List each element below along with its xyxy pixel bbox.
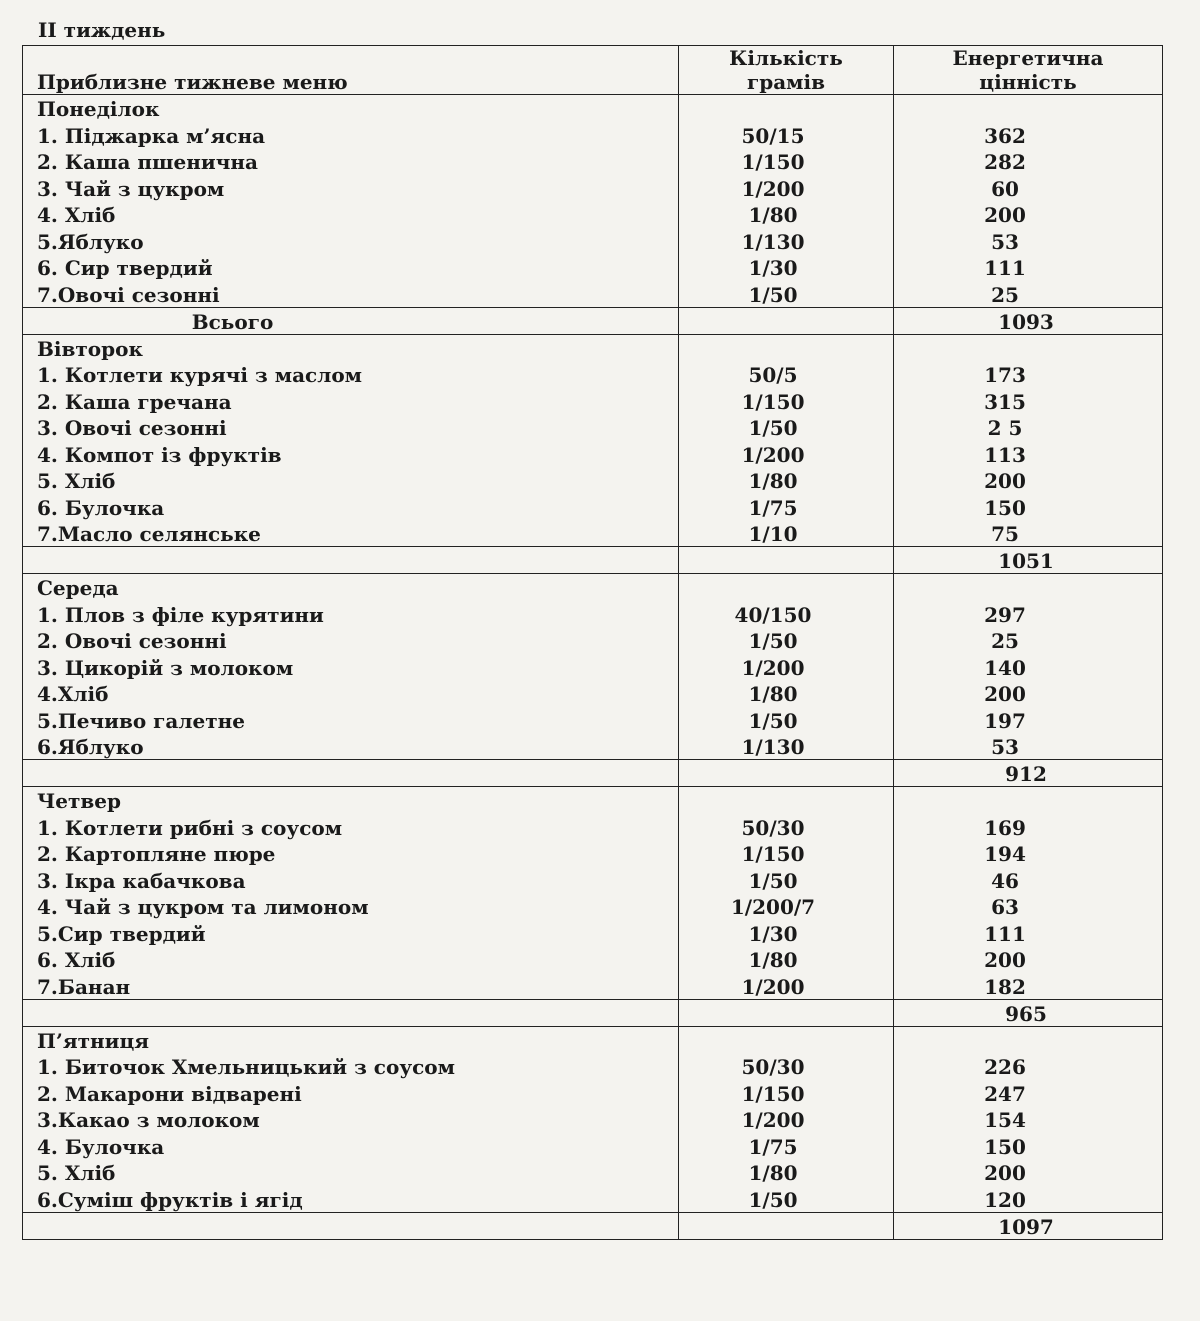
- dish-energy: 200: [894, 680, 1163, 707]
- menu-item-row: [23, 227, 1163, 254]
- menu-item-row: [23, 653, 1163, 680]
- dish-energy: 315: [894, 387, 1163, 414]
- dish-name: 2. Картопляне пюре: [23, 840, 679, 867]
- menu-item-row: [23, 440, 1163, 467]
- dish-energy: 120: [894, 1185, 1163, 1212]
- dish-name: 1. Плов з філе курятини: [23, 600, 679, 627]
- dish-energy: 53: [894, 733, 1163, 760]
- dish-name: 3.Какао з молоком: [23, 1106, 679, 1133]
- dish-name: 6.Суміш фруктів і ягід: [23, 1185, 679, 1212]
- dish-grams: 50/5: [679, 361, 894, 388]
- dish-grams: 1/10: [679, 520, 894, 547]
- header-grams: Кількість грамів: [679, 46, 894, 95]
- dish-energy: 362: [894, 121, 1163, 148]
- dish-grams: 50/30: [679, 1053, 894, 1080]
- dish-name: 5.Яблуко: [23, 227, 679, 254]
- total-grams-empty: [679, 307, 894, 334]
- dish-name: 3. Овочі сезонні: [23, 414, 679, 441]
- day-row: [23, 1026, 1163, 1053]
- menu-item-row: [23, 813, 1163, 840]
- dish-grams: 1/80: [679, 467, 894, 494]
- dish-grams: 1/30: [679, 919, 894, 946]
- dish-name: 4. Булочка: [23, 1132, 679, 1159]
- total-grams-empty: [679, 547, 894, 574]
- day-grams-empty: [679, 1026, 894, 1053]
- dish-name: 6. Хліб: [23, 946, 679, 973]
- total-energy: 965: [894, 999, 1163, 1026]
- day-name: Понеділок: [23, 95, 679, 122]
- dish-energy: 197: [894, 706, 1163, 733]
- menu-item-row: [23, 893, 1163, 920]
- dish-name: 5. Хліб: [23, 1159, 679, 1186]
- dish-grams: 1/150: [679, 387, 894, 414]
- dish-energy: 226: [894, 1053, 1163, 1080]
- dish-grams: 40/150: [679, 600, 894, 627]
- dish-energy: 75: [894, 520, 1163, 547]
- dish-grams: 1/130: [679, 733, 894, 760]
- day-grams-empty: [679, 334, 894, 361]
- dish-energy: 111: [894, 919, 1163, 946]
- dish-name: 2. Овочі сезонні: [23, 627, 679, 654]
- dish-grams: 1/130: [679, 227, 894, 254]
- dish-energy: 200: [894, 946, 1163, 973]
- dish-energy: 113: [894, 440, 1163, 467]
- header-energy: Енергетична цінність: [894, 46, 1163, 95]
- day-name: Четвер: [23, 787, 679, 814]
- total-label: [23, 999, 679, 1026]
- dish-energy: 63: [894, 893, 1163, 920]
- dish-name: 6. Булочка: [23, 493, 679, 520]
- dish-name: 1. Піджарка м’ясна: [23, 121, 679, 148]
- menu-item-row: [23, 174, 1163, 201]
- menu-item-row: [23, 121, 1163, 148]
- menu-item-row: [23, 866, 1163, 893]
- dish-grams: 1/80: [679, 201, 894, 228]
- menu-item-row: [23, 1079, 1163, 1106]
- total-label: Всього: [23, 307, 679, 334]
- dish-name: 6.Яблуко: [23, 733, 679, 760]
- menu-item-row: [23, 467, 1163, 494]
- dish-grams: 1/50: [679, 866, 894, 893]
- day-row: [23, 334, 1163, 361]
- day-total-row: [23, 999, 1163, 1026]
- dish-energy: 194: [894, 840, 1163, 867]
- day-name: Середа: [23, 574, 679, 601]
- dish-grams: 1/80: [679, 946, 894, 973]
- dish-grams: 1/150: [679, 1079, 894, 1106]
- menu-item-row: [23, 1185, 1163, 1212]
- total-grams-empty: [679, 1212, 894, 1239]
- dish-energy: 200: [894, 1159, 1163, 1186]
- menu-item-row: [23, 706, 1163, 733]
- menu-item-row: [23, 520, 1163, 547]
- dish-grams: 1/30: [679, 254, 894, 281]
- menu-item-row: [23, 148, 1163, 175]
- dish-name: 4. Чай з цукром та лимоном: [23, 893, 679, 920]
- day-total-row: [23, 1212, 1163, 1239]
- dish-name: 1. Биточок Хмельницький з соусом: [23, 1053, 679, 1080]
- menu-item-row: [23, 600, 1163, 627]
- dish-energy: 2 5: [894, 414, 1163, 441]
- day-total-row: [23, 307, 1163, 334]
- dish-grams: 1/75: [679, 1132, 894, 1159]
- day-total-row: [23, 760, 1163, 787]
- day-row: [23, 787, 1163, 814]
- dish-grams: 1/50: [679, 706, 894, 733]
- dish-name: 6. Сир твердий: [23, 254, 679, 281]
- dish-grams: 1/50: [679, 414, 894, 441]
- dish-energy: 53: [894, 227, 1163, 254]
- dish-grams: 1/75: [679, 493, 894, 520]
- dish-name: 3. Чай з цукром: [23, 174, 679, 201]
- menu-item-row: [23, 280, 1163, 307]
- dish-energy: 173: [894, 361, 1163, 388]
- total-grams-empty: [679, 999, 894, 1026]
- dish-grams: 1/80: [679, 1159, 894, 1186]
- dish-grams: 1/200/7: [679, 893, 894, 920]
- dish-name: 3. Ікра кабачкова: [23, 866, 679, 893]
- menu-item-row: [23, 493, 1163, 520]
- total-label: [23, 1212, 679, 1239]
- dish-grams: 50/15: [679, 121, 894, 148]
- dish-name: 2. Каша пшенична: [23, 148, 679, 175]
- dish-grams: 1/200: [679, 1106, 894, 1133]
- dish-energy: 60: [894, 174, 1163, 201]
- menu-item-row: [23, 387, 1163, 414]
- dish-grams: 1/150: [679, 840, 894, 867]
- total-energy: 1097: [894, 1212, 1163, 1239]
- dish-name: 1. Котлети курячі з маслом: [23, 361, 679, 388]
- dish-name: 7.Овочі сезонні: [23, 280, 679, 307]
- menu-item-row: [23, 201, 1163, 228]
- menu-item-row: [23, 919, 1163, 946]
- dish-name: 3. Цикорій з молоком: [23, 653, 679, 680]
- total-energy: 1051: [894, 547, 1163, 574]
- dish-grams: 1/150: [679, 148, 894, 175]
- total-label: [23, 760, 679, 787]
- menu-item-row: [23, 361, 1163, 388]
- menu-item-row: [23, 972, 1163, 999]
- day-energy-empty: [894, 95, 1163, 122]
- menu-item-row: [23, 733, 1163, 760]
- dish-grams: 1/50: [679, 280, 894, 307]
- dish-energy: 297: [894, 600, 1163, 627]
- day-grams-empty: [679, 95, 894, 122]
- day-grams-empty: [679, 574, 894, 601]
- dish-energy: 282: [894, 148, 1163, 175]
- menu-item-row: [23, 627, 1163, 654]
- menu-item-row: [23, 1132, 1163, 1159]
- dish-grams: 1/50: [679, 627, 894, 654]
- total-energy: 912: [894, 760, 1163, 787]
- menu-item-row: [23, 414, 1163, 441]
- dish-grams: 1/200: [679, 174, 894, 201]
- day-total-row: [23, 547, 1163, 574]
- header-row: [23, 46, 1163, 95]
- day-row: [23, 95, 1163, 122]
- menu-item-row: [23, 1159, 1163, 1186]
- dish-name: 7.Масло селянське: [23, 520, 679, 547]
- dish-grams: 1/200: [679, 972, 894, 999]
- dish-name: 4.Хліб: [23, 680, 679, 707]
- dish-name: 5.Печиво галетне: [23, 706, 679, 733]
- menu-body: [23, 95, 1163, 1240]
- dish-energy: 25: [894, 280, 1163, 307]
- dish-grams: 50/30: [679, 813, 894, 840]
- dish-energy: 200: [894, 201, 1163, 228]
- dish-name: 4. Компот із фруктів: [23, 440, 679, 467]
- total-energy: 1093: [894, 307, 1163, 334]
- menu-item-row: [23, 1106, 1163, 1133]
- day-energy-empty: [894, 334, 1163, 361]
- menu-item-row: [23, 1053, 1163, 1080]
- menu-item-row: [23, 680, 1163, 707]
- dish-grams: 1/50: [679, 1185, 894, 1212]
- day-energy-empty: [894, 787, 1163, 814]
- total-grams-empty: [679, 760, 894, 787]
- dish-energy: 247: [894, 1079, 1163, 1106]
- dish-grams: 1/200: [679, 440, 894, 467]
- dish-grams: 1/80: [679, 680, 894, 707]
- day-name: Вівторок: [23, 334, 679, 361]
- day-grams-empty: [679, 787, 894, 814]
- day-name: П’ятниця: [23, 1026, 679, 1053]
- header-menu: Приблизне тижневе меню: [23, 46, 679, 95]
- dish-name: 4. Хліб: [23, 201, 679, 228]
- weekly-menu-table: [22, 45, 1163, 1240]
- menu-item-row: [23, 840, 1163, 867]
- dish-name: 2. Макарони відварені: [23, 1079, 679, 1106]
- menu-item-row: [23, 254, 1163, 281]
- dish-energy: 46: [894, 866, 1163, 893]
- dish-name: 2. Каша гречана: [23, 387, 679, 414]
- day-energy-empty: [894, 574, 1163, 601]
- dish-energy: 154: [894, 1106, 1163, 1133]
- total-label: [23, 547, 679, 574]
- day-energy-empty: [894, 1026, 1163, 1053]
- dish-name: 5.Сир твердий: [23, 919, 679, 946]
- page-title: II тиждень: [38, 18, 166, 42]
- dish-energy: 182: [894, 972, 1163, 999]
- dish-energy: 169: [894, 813, 1163, 840]
- dish-energy: 25: [894, 627, 1163, 654]
- dish-name: 7.Банан: [23, 972, 679, 999]
- dish-grams: 1/200: [679, 653, 894, 680]
- day-row: [23, 574, 1163, 601]
- dish-energy: 200: [894, 467, 1163, 494]
- dish-energy: 150: [894, 1132, 1163, 1159]
- dish-name: 1. Котлети рибні з соусом: [23, 813, 679, 840]
- dish-name: 5. Хліб: [23, 467, 679, 494]
- dish-energy: 150: [894, 493, 1163, 520]
- menu-item-row: [23, 946, 1163, 973]
- dish-energy: 140: [894, 653, 1163, 680]
- dish-energy: 111: [894, 254, 1163, 281]
